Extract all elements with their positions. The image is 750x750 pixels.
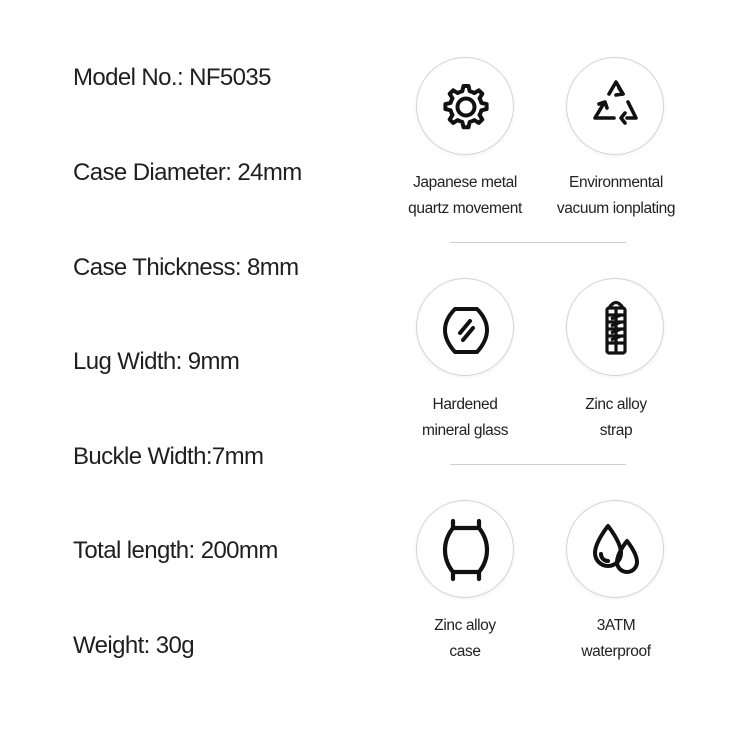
strap-icon — [567, 279, 665, 377]
spec-buckle-width: Buckle Width:7mm — [73, 443, 264, 470]
feature-caption-case: Zinc alloy case — [434, 617, 496, 660]
gear-icon — [417, 58, 515, 156]
feature-badge-movement — [416, 57, 514, 155]
recycle-icon — [567, 58, 665, 156]
watch-glass-icon — [417, 279, 515, 377]
spec-weight: Weight: 30g — [73, 632, 195, 659]
water-drops-icon — [567, 501, 665, 599]
spec-model-number: Model No.: NF5035 — [73, 64, 271, 91]
feature-badge-ionplating — [566, 57, 664, 155]
feature-badge-strap — [566, 278, 664, 376]
feature-caption-ionplating: Environmental vacuum ionplating — [556, 174, 676, 217]
spec-total-length: Total length: 200mm — [73, 537, 278, 564]
feature-caption-glass: Hardened mineral glass — [421, 396, 509, 439]
spec-lug-width: Lug Width: 9mm — [73, 348, 240, 375]
divider — [450, 464, 626, 465]
watch-case-icon — [417, 501, 515, 599]
feature-badge-glass — [416, 278, 514, 376]
divider — [450, 242, 626, 243]
feature-caption-movement: Japanese metal quartz movement — [408, 174, 522, 217]
feature-caption-strap: Zinc alloy strap — [585, 396, 647, 439]
spec-case-thickness: Case Thickness: 8mm — [73, 254, 299, 281]
feature-caption-waterproof: 3ATM waterproof — [581, 617, 651, 660]
feature-badge-case — [416, 500, 514, 598]
feature-badge-waterproof — [566, 500, 664, 598]
spec-case-diameter: Case Diameter: 24mm — [73, 159, 302, 186]
